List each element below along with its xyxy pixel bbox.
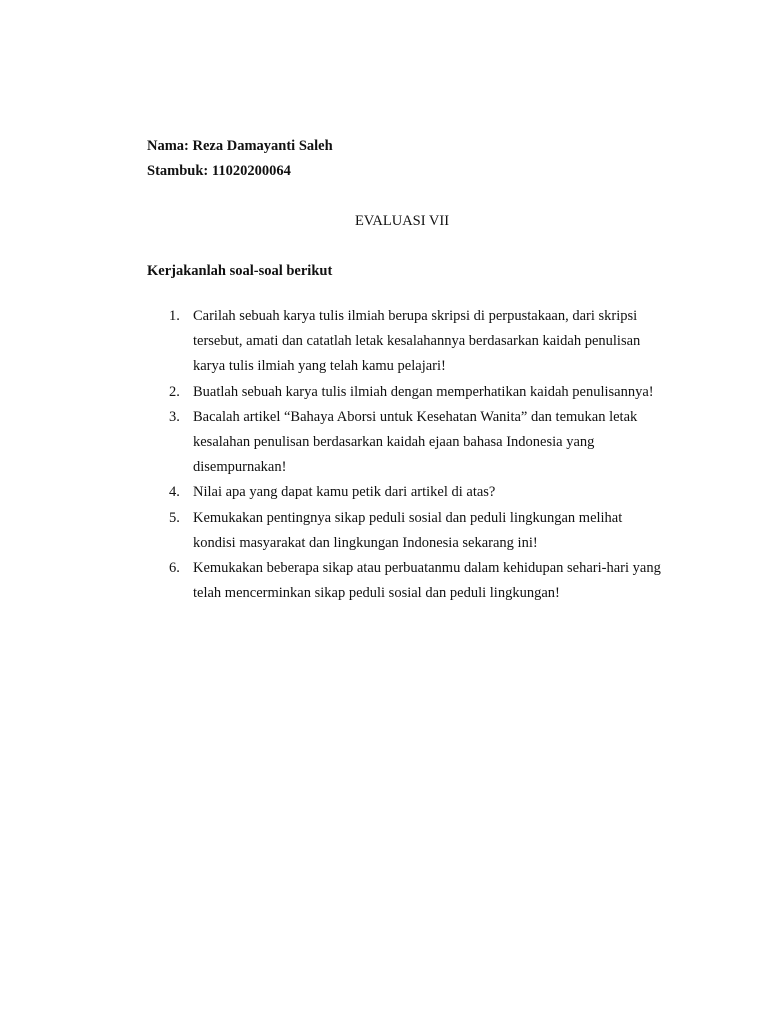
student-id: Stambuk: 11020200064 [147,163,291,179]
question-text: Buatlah sebuah karya tulis ilmiah dengan memperhatikan kaidah penulisannya! [193,383,654,400]
question-number: 6. [169,560,180,577]
question-item [147,405,667,481]
question-number: 3. [169,408,180,425]
question-number: 2. [169,383,180,400]
question-text: Bacalah artikel “Bahaya Aborsi untuk Kesehatan Wanita” dan temukan letak kesalahan penulisan berdasarkan kaidah ejaan bahasa Indonesia yang disempurnakan! [193,408,638,476]
question-text: Nilai apa yang dapat kamu petik dari artikel di atas? [193,484,496,501]
question-text: Kemukakan beberapa sikap atau perbuatanmu dalam kehidupan sehari-hari yang telah mencerminkan sikap peduli sosial dan peduli lingkungan! [193,560,661,602]
question-item [147,480,667,505]
instruction-heading: Kerjakanlah soal-soal berikut [147,263,333,279]
question-number: 4. [169,484,180,501]
page-title: EVALUASI VII [354,213,450,229]
question-list [147,304,667,606]
question-text: Kemukakan pentingnya sikap peduli sosial dan peduli lingkungan melihat kondisi masyarakat dan lingkungan Indonesia sekarang ini! [193,509,623,551]
question-item [147,304,667,380]
question-item [147,506,667,556]
student-name: Nama: Reza Damayanti Saleh [147,138,333,154]
question-number: 5. [169,509,180,526]
question-item [147,380,667,405]
question-item [147,556,667,606]
question-text: Carilah sebuah karya tulis ilmiah berupa skripsi di perpustakaan, dari skripsi tersebut, amati dan catatlah letak kesalahannya berdasarkan kaidah penulisan karya tulis ilmiah yang telah kamu pelajari! [193,308,641,375]
question-number: 1. [169,308,180,324]
